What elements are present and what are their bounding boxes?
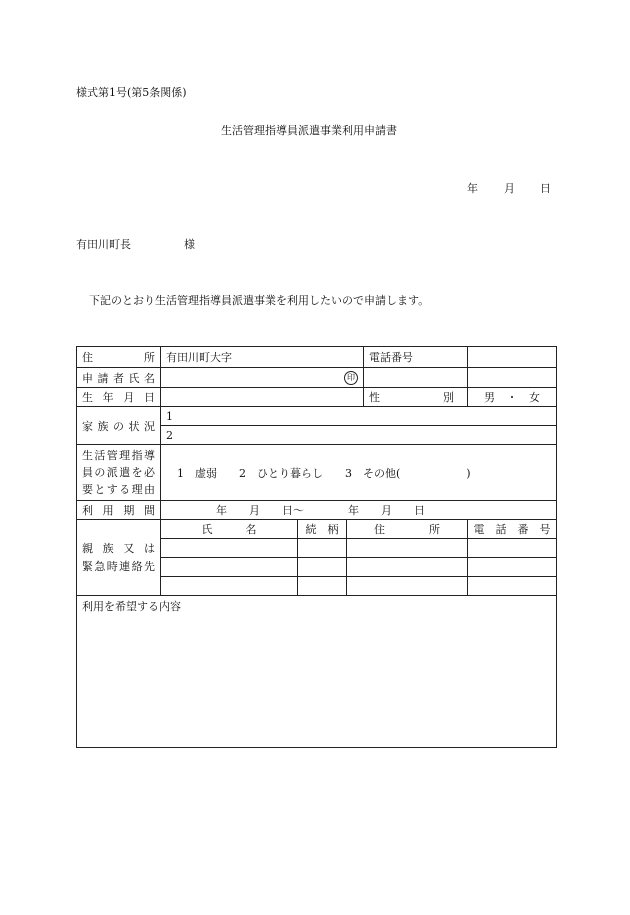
applicant-name-label: 申 請 者 氏 名 [77,368,161,388]
gender-label: 性 別 [364,388,468,407]
relatives-col-relation: 続 柄 [298,520,347,539]
document-title: 生活管理指導員派遣事業利用申請書 [221,124,397,137]
addressee-name: 有田川町長 [76,238,131,251]
intro-text: 下記のとおり生活管理指導員派遣事業を利用したいので申請します。 [89,294,430,307]
relative-3-name[interactable] [161,577,298,596]
address-label: 住 所 [77,347,161,368]
relative-2-address[interactable] [347,558,468,577]
gender-field[interactable] [468,388,557,407]
gender-separator: ・ [506,391,518,404]
relative-1-address[interactable] [347,539,468,558]
seal-mark: 印 [344,371,358,385]
usage-period-label: 利 用 期 間 [77,501,161,520]
relatives-col-name: 氏 名 [161,520,298,539]
relative-2-name[interactable] [161,558,298,577]
address-field[interactable]: 有田川町大字 [161,347,364,368]
date-year: 年 [467,182,478,195]
relative-2-relation[interactable] [298,558,347,577]
requested-content-field[interactable]: 利用を希望する内容 [77,596,557,748]
birth-date-label: 生 年 月 日 [77,388,161,407]
gender-male[interactable]: 男 [484,391,495,404]
phone-field[interactable] [468,347,557,368]
phone-label: 電話番号 [364,347,468,368]
relative-1-relation[interactable] [298,539,347,558]
usage-period-field[interactable]: 年 月 日〜 年 月 日 [161,501,557,520]
relatives-col-address: 住 所 [347,520,468,539]
relatives-label: 親 族 又 は 緊 急 時 連 絡 先 [77,520,161,596]
date-month: 月 [504,182,515,195]
applicant-extra-cell-2 [468,368,557,388]
relatives-col-phone: 電 話 番 号 [468,520,557,539]
relative-3-address[interactable] [347,577,468,596]
relative-3-phone[interactable] [468,577,557,596]
application-form-table [76,346,557,748]
gender-female[interactable]: 女 [529,391,540,404]
addressee-honorific: 様 [184,238,195,251]
relative-2-phone[interactable] [468,558,557,577]
applicant-extra-cell [364,368,468,388]
date-day: 日 [540,182,551,195]
form-number: 様式第1号(第5条関係) [76,86,187,99]
birth-date-field[interactable] [161,388,364,407]
dispatch-reason-options[interactable]: 1 虚弱 2 ひとり暮らし 3 その他( ) [161,445,557,501]
relative-3-relation[interactable] [298,577,347,596]
relative-1-phone[interactable] [468,539,557,558]
family-status-label: 家 族 の 状 況 [77,407,161,445]
applicant-name-field[interactable] [161,368,364,388]
relative-1-name[interactable] [161,539,298,558]
family-line-1[interactable]: 1 [161,407,557,426]
dispatch-reason-label: 生 活 管 理 指 導 員 の 派 遣 を 必 要 と す る 理 由 [77,445,161,501]
family-line-2[interactable]: 2 [161,426,557,445]
